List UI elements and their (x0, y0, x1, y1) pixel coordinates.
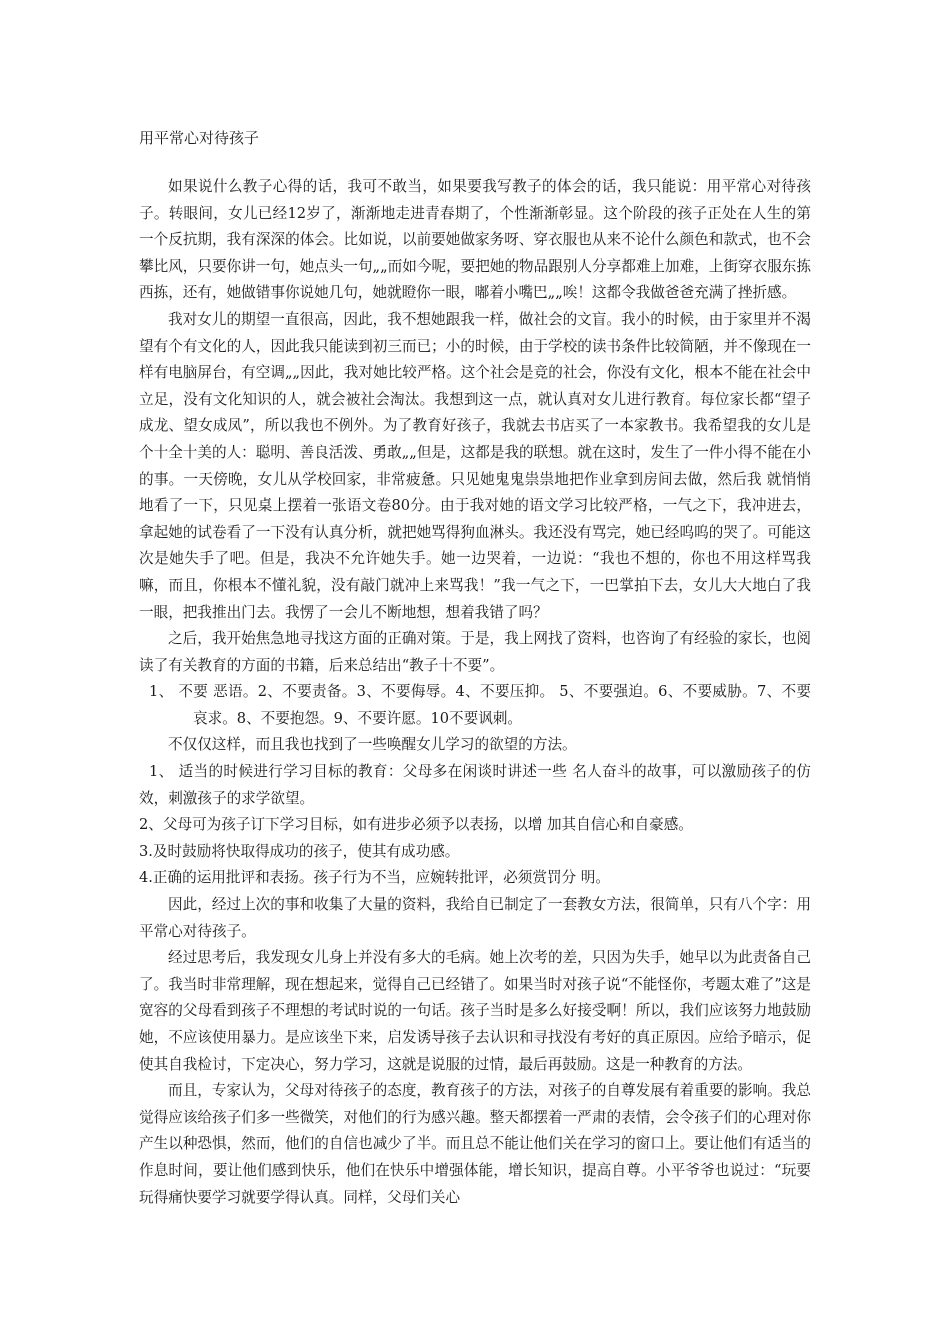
paragraph-methods-intro: 不仅仅这样，而且我也找到了一些唤醒女儿学习的欲望的方法。 (168, 736, 577, 754)
method-item-3: 3.及时鼓励将快取得成功的孩子，使其有成功感。 (139, 842, 460, 860)
list-ten-donts: 1、 不要 恶语。2、不要责备。3、不要侮辱。4、不要压抑。 5、不要强迫。6、不要威胁。7、不要哀求。8、不要抱怨。9、不要许愿。10不要讽刺。 (149, 683, 811, 727)
document-title: 用平常心对待孩子 (139, 129, 260, 147)
document-body (139, 174, 811, 1211)
paragraph-eight-words: 因此，经过上次的事和收集了大量的资料，我给自已制定了一套教女方法，很简单，只有八个字：用平常心对待孩子。 (139, 896, 811, 940)
method-item-1: 1、 适当的时候进行学习目标的教育：父母多在闲谈时讲述一些 名人奋斗的故事，可以激励孩子的仿效，刺激孩子的求学欲望。 (139, 763, 811, 807)
paragraph-expectation: 我对女儿的期望一直很高，因此，我不想她跟我一样，做社会的文盲。我小的时候，由于家里并不渴望有个有文化的人，因此我只能读到初三而已；小的时候，由于学校的读书条件比较简陋，并不像现在一样有电脑屏台，有空调„„因此，我对她比较严格。这个社会是竞的社会，你没有文化，根本不能在社会中立足，没有文化知识的人，就会被社会淘汰。我想到这一点，就认真对女儿进行教育。每位家长都“望子成龙、望女成凤”，所以我也不例外。为了教育好孩子，我就去书店买了一本家教书。我希望我的女儿是个十全十美的人：聪明、善良活泼、勇敢„„但是，这都是我的联想。就在这时，发生了一件小得不能在小的事。一天傍晚，女儿从学校回家，非常疲惫。只见她鬼鬼祟祟地把作业拿到房间去做，然后我 就悄悄地看了一下，只见桌上摆着一张语文卷80分。由于我对她的语文学习比较严格，一气之下，我冲进去，拿起她的试卷看了一下没有认真分析，就把她骂得狗血淋头。我还没有骂完，她已经呜呜的哭了。可能这次是她失手了吧。但是，我决不允许她失手。她一边哭着，一边说：“我也不想的，你也不用这样骂我嘛，而且，你根本不懂礼貌，没有敲门就冲上来骂我！”我一气之下，一巴掌拍下去，女儿大大地白了我一眼，把我推出门去。我愣了一会儿不断地想，想着我错了吗？ (139, 310, 811, 621)
paragraph-strategy: 之后，我开始焦急地寻找这方面的正确对策。于是，我上网找了资料，也咨询了有经验的家长，也阅读了有关教育的方面的书籍，后来总结出“教子十不要”。 (139, 630, 811, 674)
method-item-4: 4.正确的运用批评和表扬。孩子行为不当，应婉转批评，必须赏罚分 明。 (139, 869, 610, 887)
paragraph-intro: 如果说什么教子心得的话，我可不敢当，如果要我写教子的体会的话，我只能说：用平常心对待孩子。转眼间，女儿已经12岁了，渐渐地走进青春期了，个性渐渐彰显。这个阶段的孩子正处在人生的第一个反抗期，我有深深的体会。比如说，以前要她做家务呀、穿衣服也从来不论什么颜色和款式，也不会攀比风，只要你讲一句，她点头一句„„而如今呢，要把她的物品跟别人分享都难上加难，上街穿衣服东拣西拣，还有，她做错事你说她几句，她就瞪你一眼，嘟着小嘴巴„„唉！这都令我做爸爸充满了挫折感。 (139, 178, 811, 302)
paragraph-expert-view: 而且，专家认为，父母对待孩子的态度，教育孩子的方法，对孩子的自尊发展有着重要的影响。我总觉得应该给孩子们多一些微笑，对他们的行为感兴趣。整天都摆着一严肃的表情，会令孩子们的心理对你产生以种恐惧，然而，他们的自信也减少了半。而且总不能让他们关在学习的窗口上。要让他们有适当的作息时间，要让他们感到快乐，他们在快乐中增强体能，增长知识，提高自尊。小平爷爷也说过：“玩要玩得痛快要学习就要学得认真。同样，父母们关心 (139, 1082, 811, 1206)
method-item-2: 2、父母可为孩子订下学习目标，如有进步必须予以表扬，以增 加其自信心和自豪感。 (139, 816, 693, 834)
paragraph-reflection: 经过思考后，我发现女儿身上并没有多大的毛病。她上次考的差，只因为失手，她早以为此责备自己了。我当时非常理解，现在想起来，觉得自己已经错了。如果当时对孩子说“不能怪你，考题太难了”这是宽容的父母看到孩子不理想的考试时说的一句话。孩子当时是多么好接受啊！所以，我们应该努力地鼓励她，不应该使用暴力。是应该坐下来，启发诱导孩子去认识和寻找没有考好的真正原因。应给予暗示，促使其自我检讨，下定决心，努力学习，这就是说服的过情，最后再鼓励。这是一种教育的方法。 (139, 949, 811, 1073)
